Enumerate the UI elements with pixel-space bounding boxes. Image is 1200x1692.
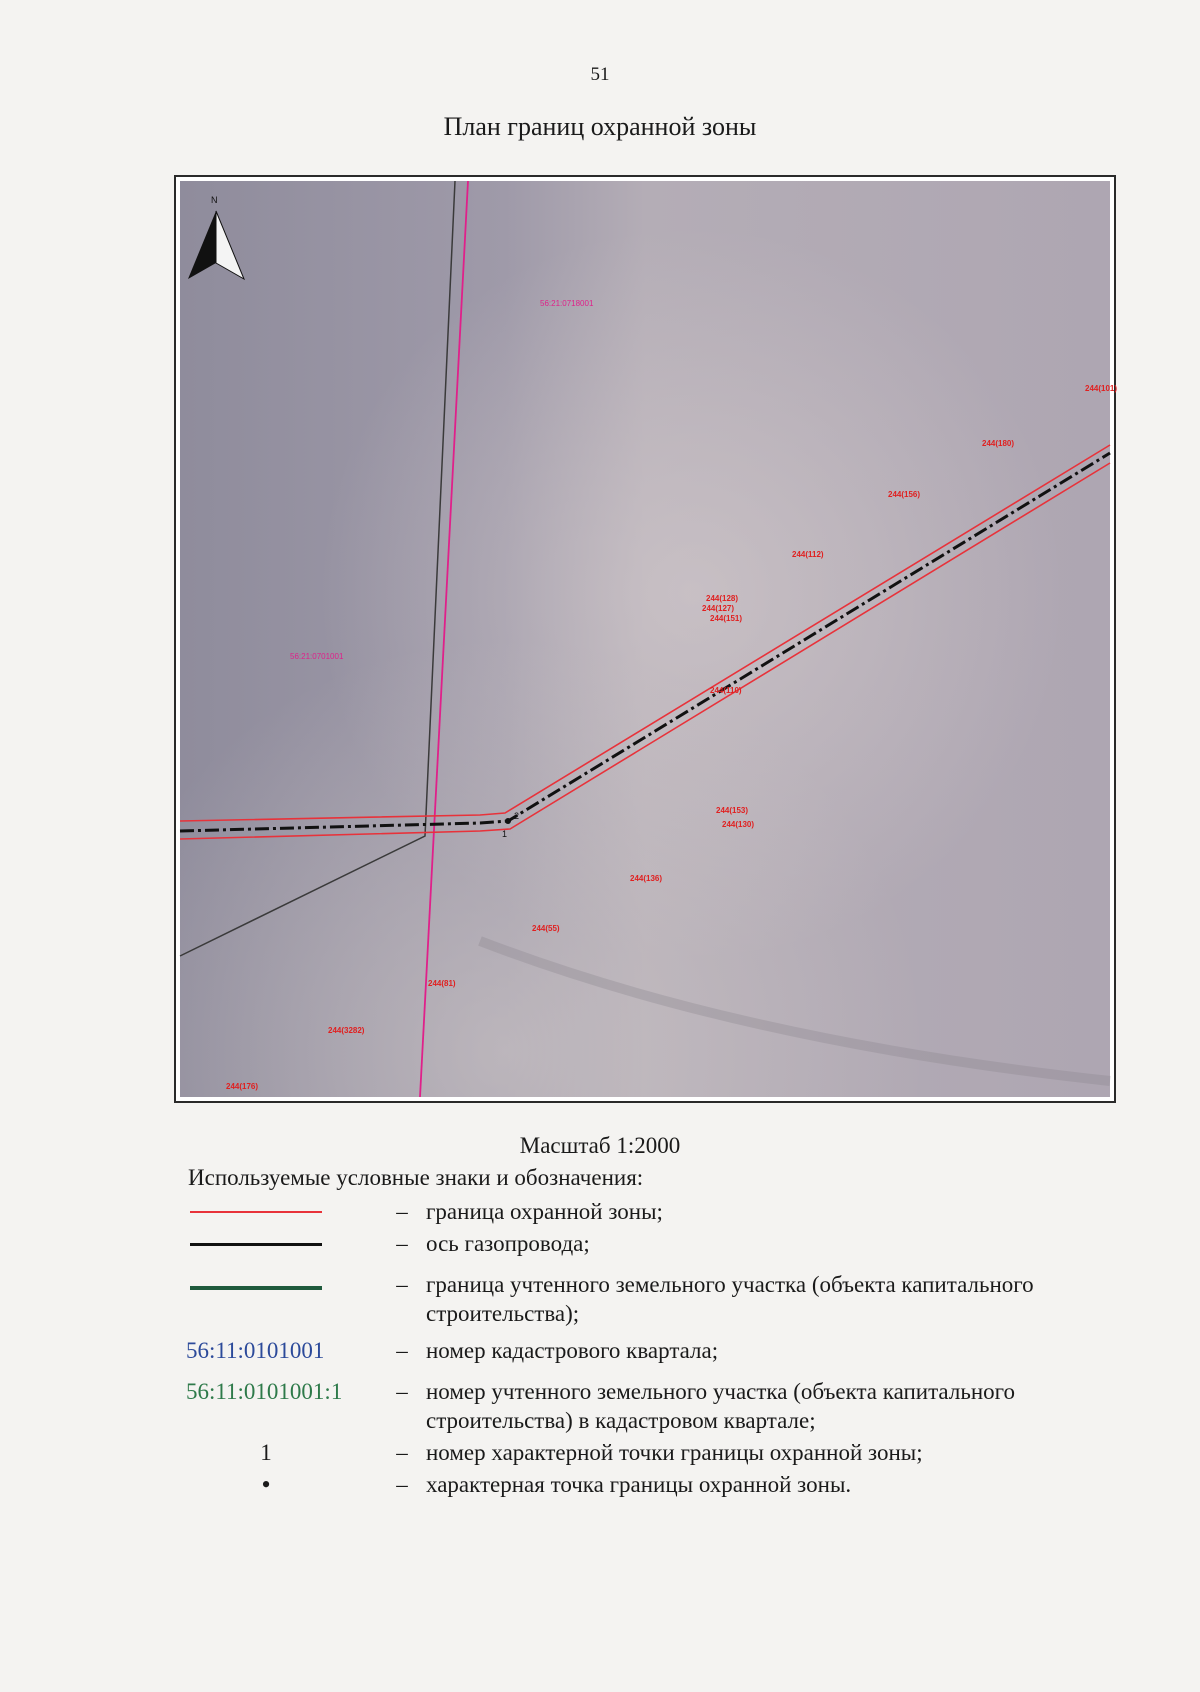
legend-text: номер учтенного земельного участка (объекта капитального строительства) в кадастровом квартале;: [426, 1379, 1015, 1433]
point-label: 244(110): [710, 686, 742, 695]
point-label: 244(151): [710, 614, 743, 623]
legend-point-number: 1: [260, 1440, 272, 1465]
point-label: 244(136): [630, 874, 663, 883]
legend-text: граница охранной зоны;: [426, 1199, 663, 1224]
legend-dash: –: [396, 1272, 408, 1297]
page-number: 51: [590, 64, 610, 85]
legend-item-parcel: [186, 1270, 1086, 1328]
map-canvas[interactable]: [180, 181, 1118, 1097]
legend-item-point-number: [186, 1438, 1086, 1467]
legend-item-quarter: [186, 1336, 1086, 1365]
point-label: 244(156): [888, 490, 921, 499]
legend-dash: –: [396, 1472, 408, 1497]
legend-black-line: [190, 1243, 322, 1246]
legend-item-axis: [186, 1229, 1086, 1258]
legend-text: граница учтенного земельного участка (объекта капитального строительства);: [426, 1272, 1034, 1326]
legend-text: номер характерной точки границы охранной зоны;: [426, 1440, 923, 1465]
point-label: 244(101): [1085, 384, 1118, 393]
quarter-label: 56:21:0701001: [290, 652, 344, 661]
legend-item-point: [186, 1470, 1086, 1499]
legend-item-parcel-number: [186, 1377, 1086, 1435]
north-label: N: [211, 195, 218, 205]
legend-quarter-number: 56:11:0101001: [186, 1338, 325, 1363]
quarter-label: 56:21:0718001: [540, 299, 594, 308]
legend-red-line: [190, 1211, 322, 1213]
page-title: План границ охранной зоны: [443, 112, 757, 141]
legend-green-line: [190, 1286, 322, 1290]
point-label: 244(3282): [328, 1026, 365, 1035]
legend-text: номер кадастрового квартала;: [426, 1338, 719, 1363]
vertex-point[interactable]: [505, 818, 511, 824]
legend-title: Используемые условные знаки и обозначения:: [188, 1165, 644, 1190]
map-scale: Масштаб 1:2000: [519, 1133, 681, 1158]
legend-text: ось газопровода;: [426, 1231, 590, 1256]
point-label: 244(112): [792, 550, 824, 559]
point-label: 244(180): [982, 439, 1015, 448]
point-label: 244(81): [428, 979, 456, 988]
legend: [186, 1197, 1086, 1502]
vertex-label: 2: [514, 811, 520, 821]
legend-point-dot-icon: •: [261, 1470, 271, 1499]
point-label: 244(128): [706, 594, 739, 603]
point-label: 244(127): [702, 604, 735, 613]
legend-dash: –: [396, 1199, 408, 1224]
point-label: 244(130): [722, 820, 755, 829]
light-area-bottom: [180, 181, 1110, 1097]
point-label: 244(176): [226, 1082, 259, 1091]
map-frame[interactable]: [174, 175, 1116, 1103]
legend-dash: –: [396, 1231, 408, 1256]
vertex-label: 1: [502, 829, 508, 839]
legend-dash: –: [396, 1379, 408, 1404]
legend-text: характерная точка границы охранной зоны.: [426, 1472, 852, 1497]
point-label: 244(55): [532, 924, 560, 933]
legend-dash: –: [396, 1440, 408, 1465]
legend-item-buffer: [186, 1197, 1086, 1226]
legend-parcel-number: 56:11:0101001:1: [186, 1379, 343, 1404]
legend-dash: –: [396, 1338, 408, 1363]
point-label: 244(153): [716, 806, 749, 815]
